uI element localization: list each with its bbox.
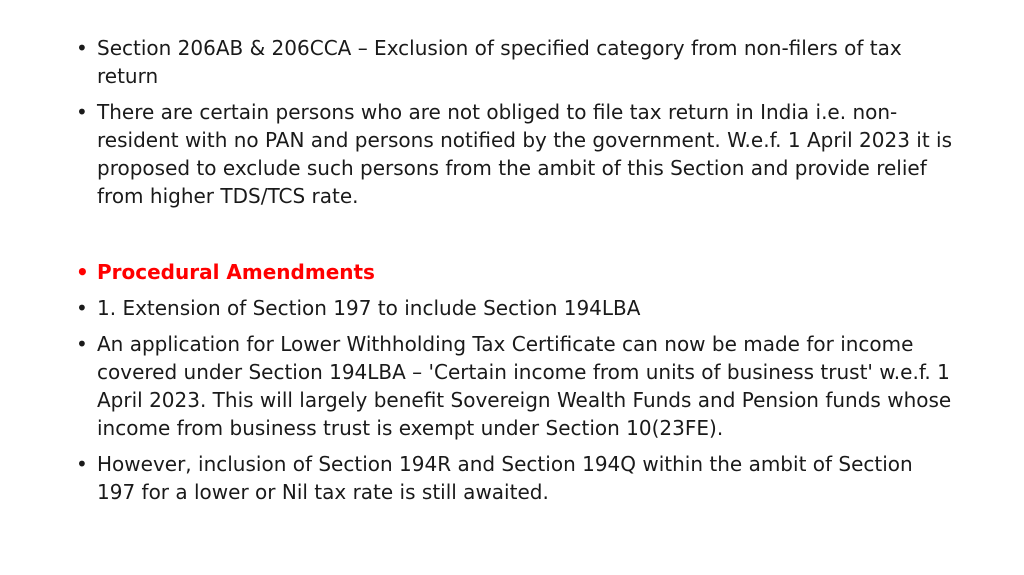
bullet-list bbox=[76, 34, 956, 514]
heading-procedural-amendments: • Procedural Amendments bbox=[76, 258, 956, 286]
bullet-section-206ab: • Section 206AB & 206CCA – Exclusion of specified category from non-filers of tax return bbox=[76, 34, 956, 90]
bullet-section-194r-194q: • However, inclusion of Section 194R and Section 194Q within the ambit of Section 197 for a lower or Nil tax rate is still awaited. bbox=[76, 450, 956, 506]
bullet-section-197-extension: • 1. Extension of Section 197 to include Section 194LBA bbox=[76, 294, 956, 322]
bullet-non-filers-explanation: • There are certain persons who are not obliged to file tax return in India i.e. non-resident with no PAN and persons notified by the government. W.e.f. 1 April 2023 it is proposed to exclude such persons from the ambit of this Section and provide relief from higher TDS/TCS rate. bbox=[76, 98, 956, 210]
bullet-lower-withholding-certificate: • An application for Lower Withholding Tax Certificate can now be made for income covered under Section 194LBA – 'Certain income from units of business trust' w.e.f. 1 April 2023. This will largely benefit Sovereign Wealth Funds and Pension funds whose income from business trust is exempt under Section 10(23FE). bbox=[76, 330, 956, 442]
